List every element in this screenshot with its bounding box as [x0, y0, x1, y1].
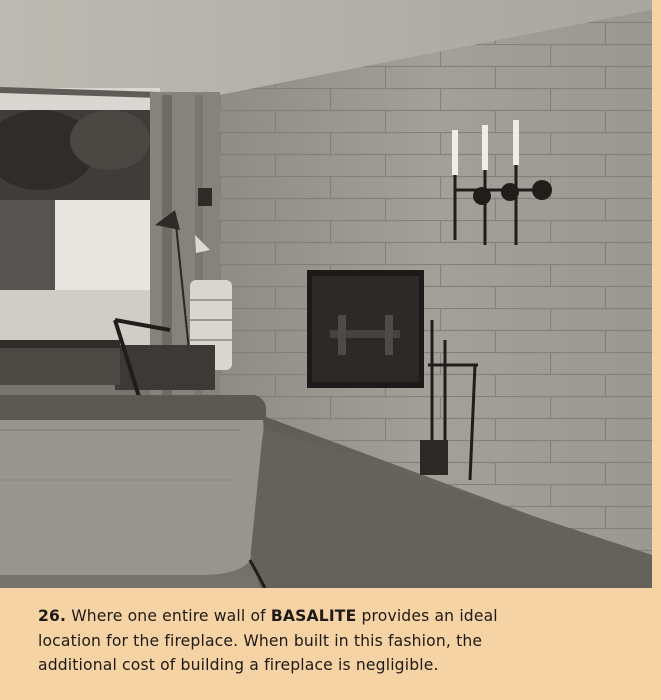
caption-line-1-start: Where one entire wall of: [71, 607, 271, 625]
caption-line-1-end: provides an ideal: [356, 607, 498, 625]
caption-line-3: additional cost of building a fireplace is negligible.: [38, 656, 439, 674]
figure-number: 26.: [38, 607, 67, 625]
figure-caption: [38, 604, 656, 678]
caption-line-1: [38, 604, 656, 629]
brand-name: BASALITE: [270, 607, 357, 625]
caption-line-2: location for the fireplace. When built in this fashion, the: [38, 631, 483, 650]
